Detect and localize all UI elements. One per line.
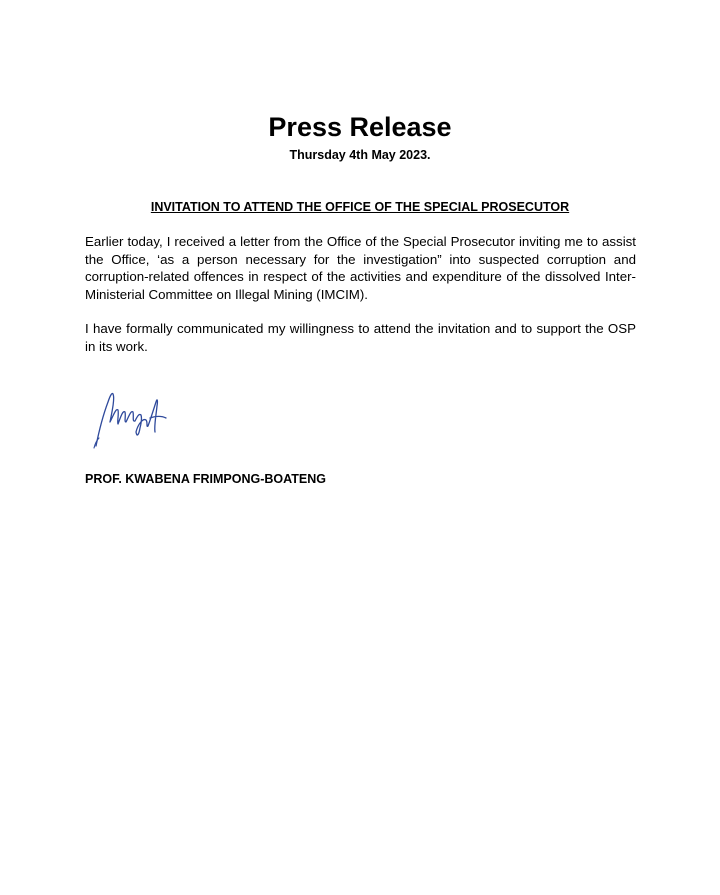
handwritten-signature: [88, 388, 172, 454]
document-heading: INVITATION TO ATTEND THE OFFICE OF THE SPECIAL PROSECUTOR: [150, 200, 570, 214]
document-date: Thursday 4th May 2023.: [289, 148, 431, 162]
body-paragraph-1: Earlier today, I received a letter from the Office of the Special Prosecutor inviting me to assist the Office, ‘as a person necessary for the investigation” into suspected corruption and corruption-related offences in respect of the activities and expenditure of the dissolved Inter-Ministerial Committee on Illegal Mining (IMCIM).: [85, 234, 636, 302]
signer-name: PROF. KWABENA FRIMPONG-BOATENG: [85, 472, 326, 486]
document-title: Press Release: [268, 112, 452, 142]
body-paragraph-2: I have formally communicated my willingness to attend the invitation and to support the OSP in its work.: [85, 321, 636, 354]
